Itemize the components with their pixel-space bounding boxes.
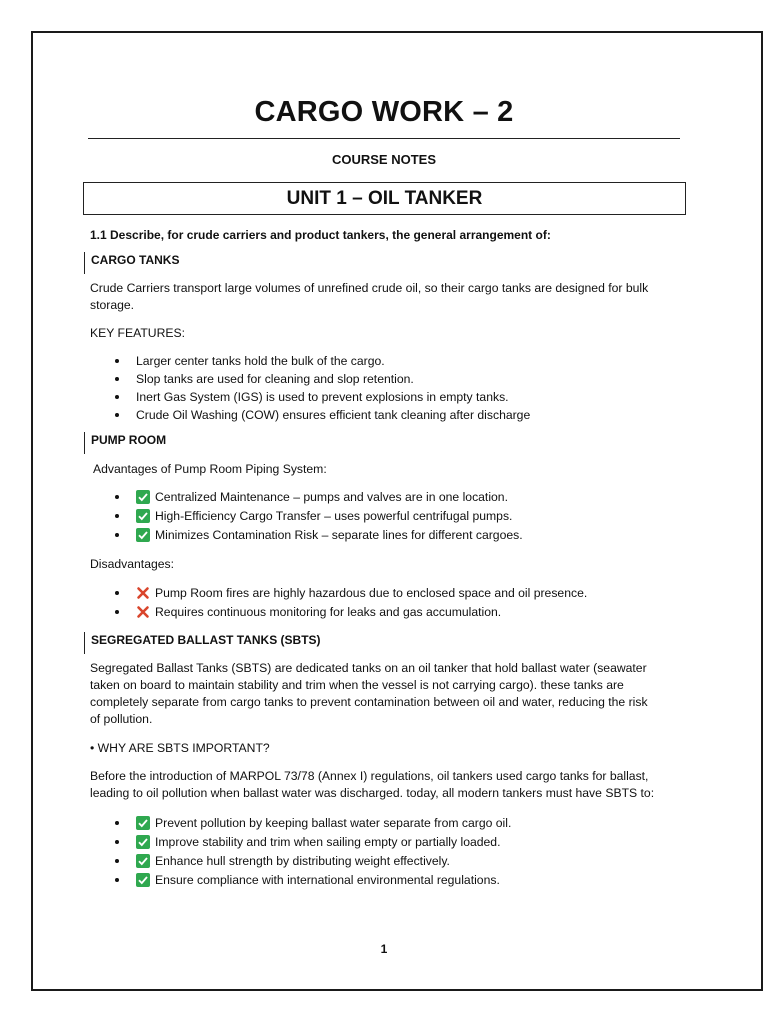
key-features-label: KEY FEATURES: — [90, 326, 186, 340]
item-text: Improve stability and trim when sailing empty or partially loaded. — [155, 835, 501, 849]
check-mark-icon — [136, 854, 150, 868]
paragraph-line: storage. — [90, 298, 135, 312]
list-item: Larger center tanks hold the bulk of the cargo. — [112, 352, 688, 370]
check-mark-icon — [136, 816, 150, 830]
paragraph-line: Crude Carriers transport large volumes of unrefined crude oil, so their cargo tanks are designed for bulk — [90, 281, 649, 295]
title-divider — [88, 138, 680, 139]
course-notes-subtitle: COURSE NOTES — [331, 152, 436, 167]
item-text: Minimizes Contamination Risk – separate lines for different cargoes. — [155, 528, 523, 542]
section-heading-cargo-tanks: CARGO TANKS — [84, 252, 179, 274]
item-text: High-Efficiency Cargo Transfer – uses powerful centrifugal pumps. — [155, 509, 513, 523]
paragraph-line: of pollution. — [90, 712, 153, 726]
key-features-list — [112, 352, 688, 424]
question-prompt: 1.1 Describe, for crude carriers and product tankers, the general arrangement of: — [90, 228, 551, 242]
list-item — [112, 584, 688, 603]
list-item: Crude Oil Washing (COW) ensures efficient tank cleaning after discharge — [112, 406, 688, 424]
paragraph-line: Before the introduction of MARPOL 73/78 (Annex I) regulations, oil tankers used cargo tanks for ballast, — [90, 769, 649, 783]
document-title: CARGO WORK – 2 — [254, 96, 514, 128]
check-mark-icon — [136, 873, 150, 887]
check-mark-icon — [136, 490, 150, 504]
check-mark-icon — [136, 528, 150, 542]
check-mark-icon — [136, 835, 150, 849]
list-item: Slop tanks are used for cleaning and slop retention. — [112, 370, 688, 388]
paragraph-line: leading to oil pollution when ballast water was discharged. today, all modern tankers must have SBTS to: — [90, 786, 655, 800]
advantages-list — [112, 488, 688, 545]
paragraph-line: Segregated Ballast Tanks (SBTS) are dedicated tanks on an oil tanker that hold ballast water (seawater — [90, 661, 647, 675]
item-text: Requires continuous monitoring for leaks and gas accumulation. — [155, 605, 502, 619]
paragraph-line: completely separate from cargo tanks to prevent contamination between oil and water, reducing the risk — [90, 695, 648, 709]
disadvantages-list — [112, 584, 688, 622]
list-item: Inert Gas System (IGS) is used to prevent explosions in empty tanks. — [112, 388, 688, 406]
item-text: Prevent pollution by keeping ballast water separate from cargo oil. — [155, 816, 512, 830]
list-item — [112, 852, 688, 871]
cross-mark-icon — [136, 586, 150, 600]
cross-mark-icon — [136, 605, 150, 619]
check-mark-icon — [136, 509, 150, 523]
item-text: Centralized Maintenance – pumps and valves are in one location. — [155, 490, 508, 504]
page-number: 1 — [380, 942, 388, 956]
sbts-paragraph — [90, 660, 688, 728]
advantages-label: Advantages of Pump Room Piping System: — [93, 462, 327, 476]
disadvantages-label: Disadvantages: — [90, 557, 175, 571]
list-item — [112, 488, 688, 507]
list-item — [112, 507, 688, 526]
paragraph-line: taken on board to maintain stability and trim when the vessel is not carrying cargo). these tanks are — [90, 678, 624, 692]
sbts-benefits-list — [112, 814, 688, 890]
list-item — [112, 814, 688, 833]
item-text: Pump Room fires are highly hazardous due to enclosed space and oil presence. — [155, 586, 588, 600]
section-heading-sbts: SEGREGATED BALLAST TANKS (SBTS) — [84, 632, 321, 654]
why-sbts-label: • WHY ARE SBTS IMPORTANT? — [90, 741, 270, 755]
section-heading-pump-room: PUMP ROOM — [84, 432, 166, 454]
cargo-tanks-intro — [90, 280, 688, 314]
list-item — [112, 833, 688, 852]
item-text: Ensure compliance with international environmental regulations. — [155, 873, 500, 887]
sbts-history-paragraph — [90, 768, 688, 802]
list-item — [112, 871, 688, 890]
list-item — [112, 526, 688, 545]
unit-heading: UNIT 1 – OIL TANKER — [83, 182, 686, 215]
list-item — [112, 603, 688, 622]
item-text: Enhance hull strength by distributing weight effectively. — [155, 854, 450, 868]
